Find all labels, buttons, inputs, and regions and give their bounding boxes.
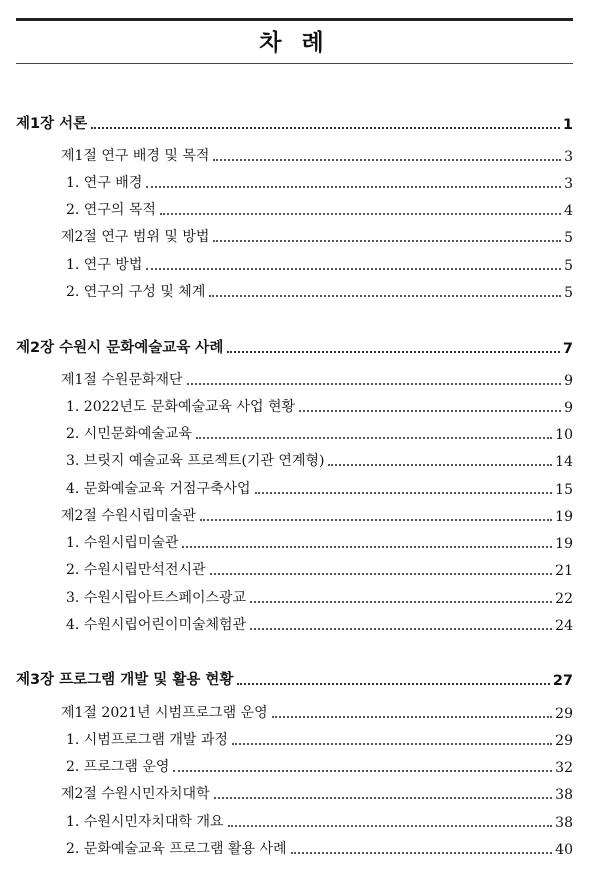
- dot-leader: [232, 743, 552, 745]
- toc-page-number: 24: [555, 618, 573, 634]
- toc-chapter-2[interactable]: [16, 335, 573, 357]
- toc-item[interactable]: [66, 809, 573, 831]
- toc-label: 1. 시범프로그램 개발 과정: [66, 732, 228, 748]
- toc-label: 제1절 연구 배경 및 목적: [61, 148, 210, 164]
- dot-leader: [160, 213, 561, 215]
- toc-item[interactable]: [66, 530, 573, 552]
- toc-page-number: 29: [555, 706, 573, 722]
- dot-leader: [255, 492, 553, 494]
- toc-label: 제2장 수원시 문화예술교육 사례: [16, 340, 224, 356]
- toc-page-number: 9: [564, 400, 573, 416]
- dot-leader: [173, 770, 552, 772]
- toc-item[interactable]: [66, 836, 573, 858]
- toc-page-number: 3: [564, 176, 573, 192]
- toc-label: 제1절 수원문화재단: [61, 372, 183, 388]
- toc-label: 3. 수원시립아트스페이스광교: [66, 590, 247, 606]
- toc-item[interactable]: [66, 585, 573, 607]
- dot-leader: [214, 797, 553, 799]
- toc-item[interactable]: [66, 557, 573, 579]
- dot-leader: [228, 825, 553, 827]
- toc-page-number: 38: [555, 787, 573, 803]
- toc-section[interactable]: [61, 224, 573, 246]
- page-title: 차 례: [259, 30, 330, 56]
- toc-label: 제2절 연구 범위 및 방법: [61, 229, 210, 245]
- toc-label: 1. 2022년도 문화예술교육 사업 현황: [66, 399, 296, 415]
- toc-item[interactable]: [66, 754, 573, 776]
- dot-leader: [299, 410, 561, 412]
- toc-section[interactable]: [61, 367, 573, 389]
- toc-label: 1. 수원시립미술관: [66, 535, 179, 551]
- toc-label: 제1절 2021년 시범프로그램 운영: [61, 705, 268, 721]
- dot-leader: [328, 464, 552, 466]
- dot-leader: [291, 852, 553, 854]
- toc-item[interactable]: [66, 197, 573, 219]
- toc-page-number: 5: [564, 258, 573, 274]
- toc-page-number: 7: [562, 341, 573, 357]
- toc-item[interactable]: [66, 279, 573, 301]
- toc-label: 1. 연구 방법: [66, 257, 143, 273]
- toc-page-number: 14: [555, 454, 573, 470]
- toc-page-number: 19: [555, 509, 573, 525]
- title-top-rule: [16, 18, 573, 21]
- toc-page-number: 21: [555, 563, 573, 579]
- dot-leader: [210, 573, 553, 575]
- toc-page-number: 29: [555, 733, 573, 749]
- dot-leader: [213, 159, 561, 161]
- toc-item[interactable]: [66, 394, 573, 416]
- toc-label: 제1장 서론: [16, 116, 88, 132]
- toc-item[interactable]: [66, 612, 573, 634]
- toc-label: 제2절 수원시립미술관: [61, 508, 197, 524]
- toc-item[interactable]: [66, 252, 573, 274]
- toc-page-number: 3: [564, 149, 573, 165]
- dot-leader: [250, 601, 552, 603]
- dot-leader: [146, 186, 561, 188]
- toc-section[interactable]: [61, 143, 573, 165]
- toc-page-number: 38: [555, 815, 573, 831]
- dot-leader: [213, 240, 561, 242]
- toc-page-number: 5: [564, 285, 573, 301]
- toc-item[interactable]: [66, 448, 573, 470]
- toc-label: 2. 연구의 구성 및 체계: [66, 284, 206, 300]
- toc-label: 2. 시민문화예술교육: [66, 426, 192, 442]
- toc-page-number: 19: [555, 536, 573, 552]
- dot-leader: [182, 546, 552, 548]
- toc-page-number: 40: [555, 842, 573, 858]
- title-bottom-rule: [16, 63, 573, 64]
- toc-chapter-1[interactable]: [16, 111, 573, 133]
- toc-chapter-3[interactable]: [16, 667, 573, 689]
- dot-leader: [146, 268, 561, 270]
- toc-label: 2. 프로그램 운영: [66, 759, 170, 775]
- toc-label: 2. 연구의 목적: [66, 202, 156, 218]
- toc-label: 4. 수원시립어린이미술체험관: [66, 617, 247, 633]
- toc-item[interactable]: [66, 727, 573, 749]
- dot-leader: [250, 628, 552, 630]
- toc-label: 제2절 수원시민자치대학: [61, 786, 210, 802]
- dot-leader: [227, 351, 560, 353]
- toc-page-number: 22: [555, 591, 573, 607]
- toc-page-number: 5: [564, 230, 573, 246]
- toc-item[interactable]: [66, 421, 573, 443]
- toc-section[interactable]: [61, 781, 573, 803]
- dot-leader: [200, 519, 552, 521]
- toc-page-number: 15: [555, 482, 573, 498]
- toc-label: 1. 수원시민자치대학 개요: [66, 814, 224, 830]
- toc-label: 2. 수원시립만석전시관: [66, 562, 206, 578]
- toc-section[interactable]: [61, 503, 573, 525]
- toc-page-number: 10: [555, 427, 573, 443]
- toc-label: 4. 문화예술교육 거점구축사업: [66, 481, 251, 497]
- toc-label: 제3장 프로그램 개발 및 활용 현황: [16, 672, 234, 688]
- toc-section[interactable]: [61, 700, 573, 722]
- dot-leader: [187, 383, 562, 385]
- toc-page-number: 9: [564, 373, 573, 389]
- dot-leader: [237, 683, 549, 685]
- toc-label: 1. 연구 배경: [66, 175, 143, 191]
- toc-item[interactable]: [66, 170, 573, 192]
- dot-leader: [272, 716, 553, 718]
- toc-label: 2. 문화예술교육 프로그램 활용 사례: [66, 841, 287, 857]
- dot-leader: [209, 295, 561, 297]
- toc-page-number: 4: [564, 203, 573, 219]
- dot-leader: [196, 437, 552, 439]
- toc-item[interactable]: [66, 476, 573, 498]
- toc-page-number: 27: [552, 673, 573, 689]
- dot-leader: [91, 127, 560, 129]
- toc-page-number: 1: [562, 117, 573, 133]
- toc-label: 3. 브릿지 예술교육 프로젝트(기관 연계형): [66, 453, 325, 469]
- toc-page-number: 32: [555, 760, 573, 776]
